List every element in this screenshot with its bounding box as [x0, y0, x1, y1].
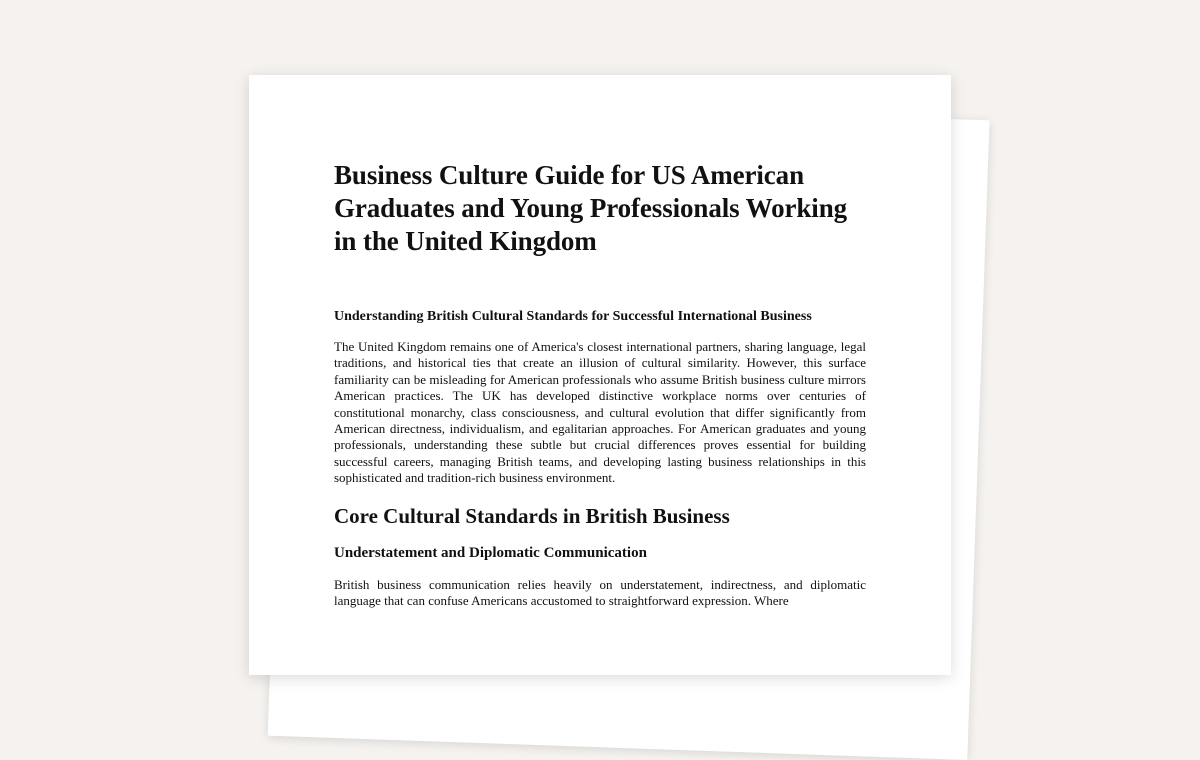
- section-heading: Core Cultural Standards in British Business: [334, 503, 730, 528]
- document-subtitle: Understanding British Cultural Standards for Successful International Business: [334, 309, 812, 324]
- section-paragraph: British business communication relies heavily on understatement, indirectness, and diplomatic language that can confuse Americans accustomed to straightforward expression. Where: [334, 576, 866, 609]
- document-page: [249, 75, 951, 675]
- sub-heading: Understatement and Diplomatic Communication: [334, 544, 647, 561]
- document-title: Business Culture Guide for US American Graduates and Young Professionals Working in the United Kingdom: [334, 160, 848, 256]
- intro-paragraph: The United Kingdom remains one of America's closest international partners, sharing language, legal traditions, and historical ties that create an illusion of cultural similarity. However, this surface familiarity can be misleading for American professionals who assume British business culture mirrors American practices. The UK has developed distinctive workplace norms over centuries of constitutional monarchy, class consciousness, and cultural evolution that differ significantly from American directness, individualism, and egalitarian approaches. For American graduates and young professionals, understanding these subtle but crucial differences proves essential for building successful careers, managing British teams, and developing lasting business relationships in this sophisticated and tradition-rich business environment.: [334, 339, 866, 486]
- document-content: [334, 159, 866, 609]
